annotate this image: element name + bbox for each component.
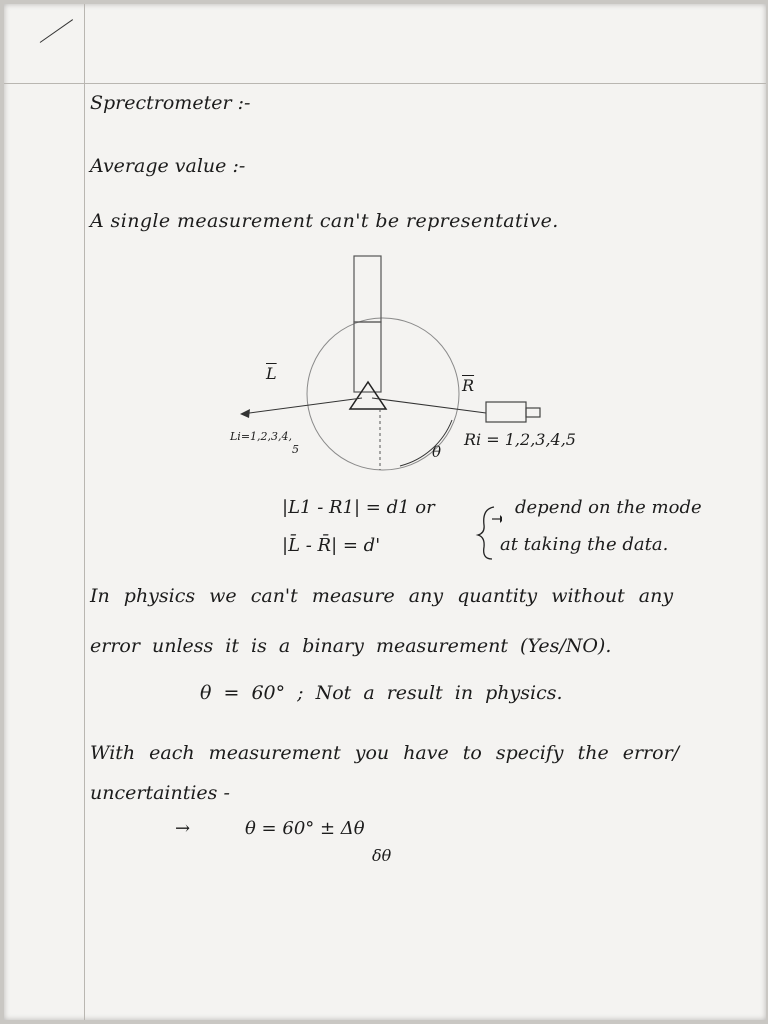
equation-delta-theta: δθ [372,846,392,865]
text-physics-measure: In physics we can't measure any quantity without any [90,585,674,607]
heading-average-value: Average value :- [90,155,246,177]
text-single-measurement: A single measurement can't be representative. [90,210,559,232]
text-physics-error: error unless it is a binary measurement (Yes/NO). [90,635,612,657]
arrow-icon: → [175,818,191,839]
equation-d1: |L1 - R1| = d1 or [282,497,435,518]
equation-d-prime: |L̄ - R̄| = d' [282,535,381,556]
theta-arc [400,420,452,466]
right-ray [372,398,486,413]
telescope-body [486,402,526,422]
text-each-measurement: With each measurement you have to specify the error/ [90,742,680,764]
margin-rule-line [84,4,85,1020]
note-depend-mode: depend on the mode [515,497,702,518]
text-uncertainties: uncertainties - [90,782,230,804]
label-r-bar: $\overline{R}$ [462,376,475,395]
label-ri-values: Ri = 1,2,3,4,5 [464,430,576,449]
label-theta: θ [432,443,442,461]
note-taking-data: at taking the data. [500,534,669,555]
check-mark [40,19,73,43]
left-arrow-head [240,409,250,418]
top-rule-line [4,83,766,84]
label-li-values: Li=1,2,3,4, [230,430,293,443]
collimator-tube [354,256,381,322]
telescope-eyepiece [526,408,540,417]
heading-spectrometer: Sprectrometer :- [90,92,251,114]
label-l-bar: $\overline{L}$ [266,364,277,383]
label-li-values-cont: 5 [292,443,299,456]
equation-theta-result: θ = 60° ± Δθ [245,818,365,839]
left-ray [242,398,362,414]
brace-bracket [472,505,502,561]
text-theta-not-result: θ = 60° ; Not a result in physics. [200,682,563,704]
